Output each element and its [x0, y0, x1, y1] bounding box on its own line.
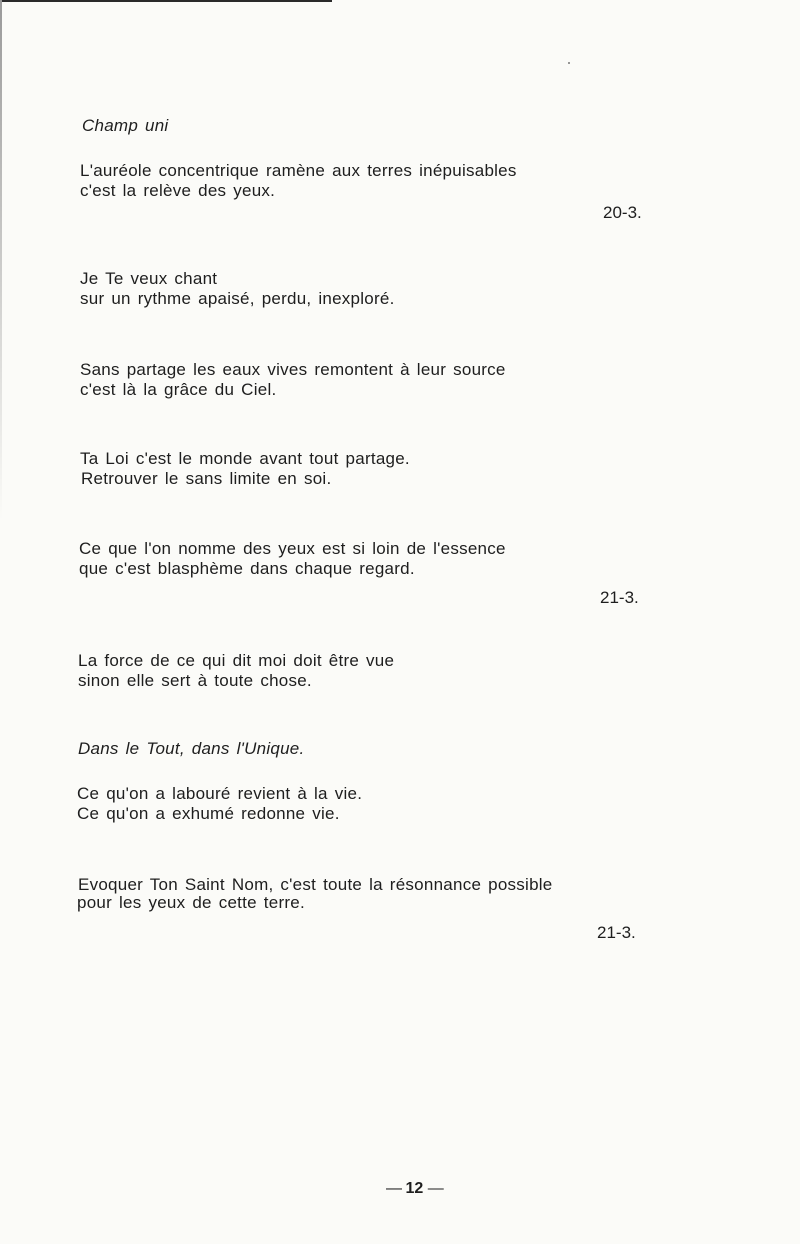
page-number — [386, 1179, 443, 1199]
poem-line: sinon elle sert à toute chose. — [78, 671, 312, 690]
poem-line: Ce qu'on a exhumé redonne vie. — [77, 804, 340, 823]
paper-speck — [568, 62, 570, 64]
date-label: 20-3. — [603, 203, 642, 222]
poem-line: La force de ce qui dit moi doit être vue — [78, 651, 395, 670]
poem-line: Sans partage les eaux vives remontent à leur source — [80, 360, 506, 379]
poem-line: c'est là la grâce du Ciel. — [80, 380, 277, 399]
poem-line: que c'est blasphème dans chaque regard. — [79, 559, 415, 578]
page-number-value: 12 — [405, 1180, 424, 1197]
date-label: 21-3. — [600, 588, 639, 607]
poem-line: sur un rythme apaisé, perdu, inexploré. — [80, 289, 395, 308]
poem-line: Je Te veux chant — [80, 269, 218, 288]
poem-line: Ce qu'on a labouré revient à la vie. — [77, 784, 363, 803]
date-label: 21-3. — [597, 923, 636, 942]
poem-line: c'est la relève des yeux. — [80, 181, 276, 200]
poem-line: L'auréole concentrique ramène aux terres inépuisables — [80, 161, 517, 180]
poem-line: Ce que l'on nomme des yeux est si loin de l'essence — [79, 539, 506, 558]
poem-line: pour les yeux de cette terre. — [77, 893, 305, 912]
page-number-dash: — — [386, 1180, 401, 1197]
page-edge-shadow — [0, 0, 2, 520]
poem-line-italic: Dans le Tout, dans l'Unique. — [78, 739, 305, 758]
poem-title: Champ uni — [82, 116, 169, 135]
poem-line: Evoquer Ton Saint Nom, c'est toute la résonnance possible — [78, 875, 553, 894]
poem-line: Ta Loi c'est le monde avant tout partage. — [80, 449, 410, 468]
poem-line: Retrouver le sans limite en soi. — [81, 469, 332, 488]
page-number-dash: — — [427, 1180, 443, 1197]
top-rule — [0, 0, 332, 2]
